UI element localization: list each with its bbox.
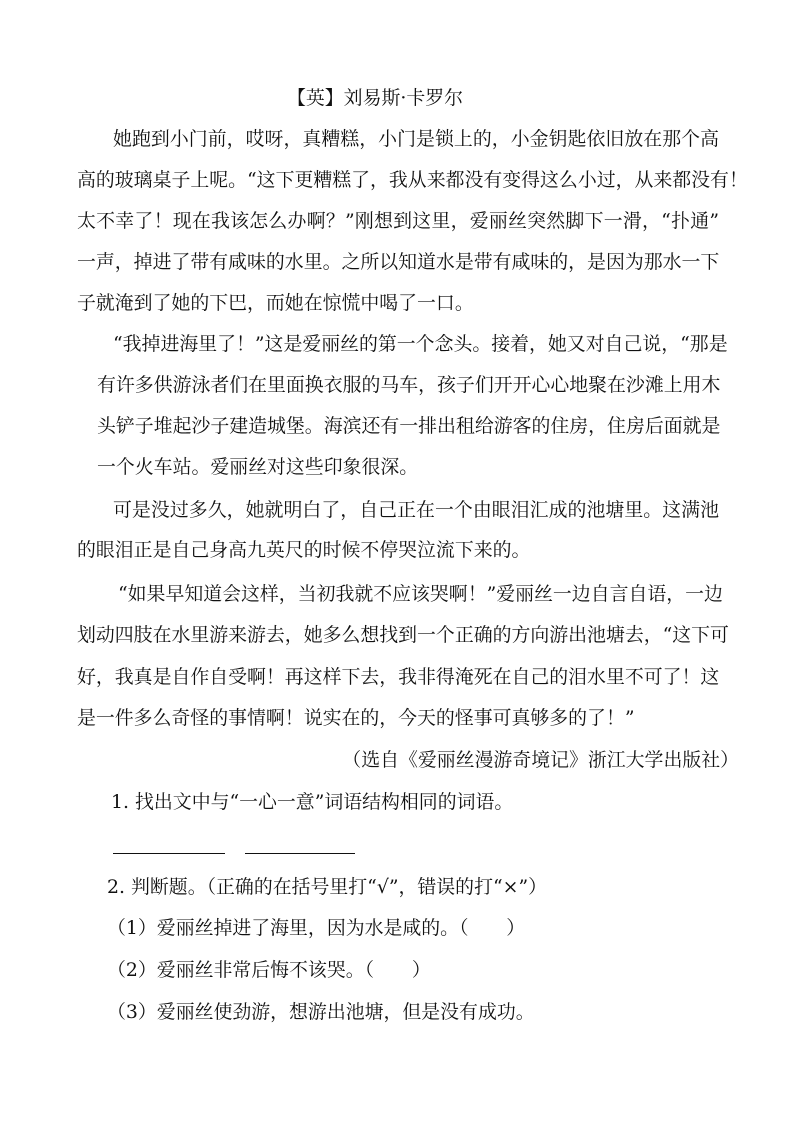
paragraph-line: 可是没过多久，她就明白了，自己正在一个由眼泪汇成的池塘里。这满池 [113, 499, 719, 521]
source-citation: （选自《爱丽丝漫游奇境记》浙江大学出版社） [342, 749, 739, 771]
answer-blank-1[interactable] [113, 853, 225, 854]
question-1-text: 1. 找出文中与“一心一意”词语结构相同的词语。 [111, 791, 514, 813]
paragraph-line: 划动四肢在水里游来游去，她多么想找到一个正确的方向游出池塘去，“这下可 [77, 624, 729, 646]
paragraph-line: “我掉进海里了！”这是爱丽丝的第一个念头。接着，她又对自己说，“那是 [113, 333, 728, 355]
paragraph-line: 她跑到小门前，哎呀，真糟糕，小门是锁上的，小金钥匙依旧放在那个高 [113, 128, 719, 150]
paragraph-line: 有许多供游泳者们在里面换衣服的马车，孩子们开开心心地聚在沙滩上用木 [97, 374, 721, 396]
paragraph-line: 一个火车站。爱丽丝对这些印象很深。 [97, 456, 419, 478]
paragraph-line: 是一件多么奇怪的事情啊！说实在的，今天的怪事可真够多的了！” [77, 707, 635, 729]
paragraph-line: 头铲子堆起沙子建造城堡。海滨还有一排出租给游客的住房，住房后面就是 [97, 415, 721, 437]
question-2-item-1: （1）爱丽丝掉进了海里，因为水是咸的。（ ） [107, 917, 526, 939]
paragraph-line: 的眼泪正是自己身高九英尺的时候不停哭泣流下来的。 [77, 539, 531, 561]
author-line: 【英】刘易斯·卡罗尔 [287, 87, 464, 109]
paragraph-line: “如果早知道会这样，当初我就不应该哭啊！”爱丽丝一边自言自语，一边 [118, 583, 723, 605]
question-2-item-2: （2）爱丽丝非常后悔不该哭。（ ） [107, 959, 431, 981]
answer-blank-2[interactable] [245, 853, 355, 854]
paragraph-line: 好，我真是自作自受啊！再这样下去，我非得淹死在自己的泪水里不可了！这 [77, 666, 720, 688]
question-2-text: 2. 判断题。（正确的在括号里打“√”，错误的打“×”） [107, 876, 547, 898]
question-2-item-3: （3）爱丽丝使劲游，想游出池塘，但是没有成功。 [107, 1001, 535, 1023]
paragraph-line: 高的玻璃桌子上呢。“这下更糟糕了，我从来都没有变得这么小过，从来都没有！ [77, 169, 748, 191]
paragraph-line: 太不幸了！现在我该怎么办啊？”刚想到这里，爱丽丝突然脚下一滑，“扑通” [77, 210, 719, 232]
paragraph-line: 子就淹到了她的下巴，而她在惊慌中喝了一口。 [77, 292, 474, 314]
paragraph-line: 一声，掉进了带有咸味的水里。之所以知道水是带有咸味的，是因为那水一下 [77, 251, 720, 273]
